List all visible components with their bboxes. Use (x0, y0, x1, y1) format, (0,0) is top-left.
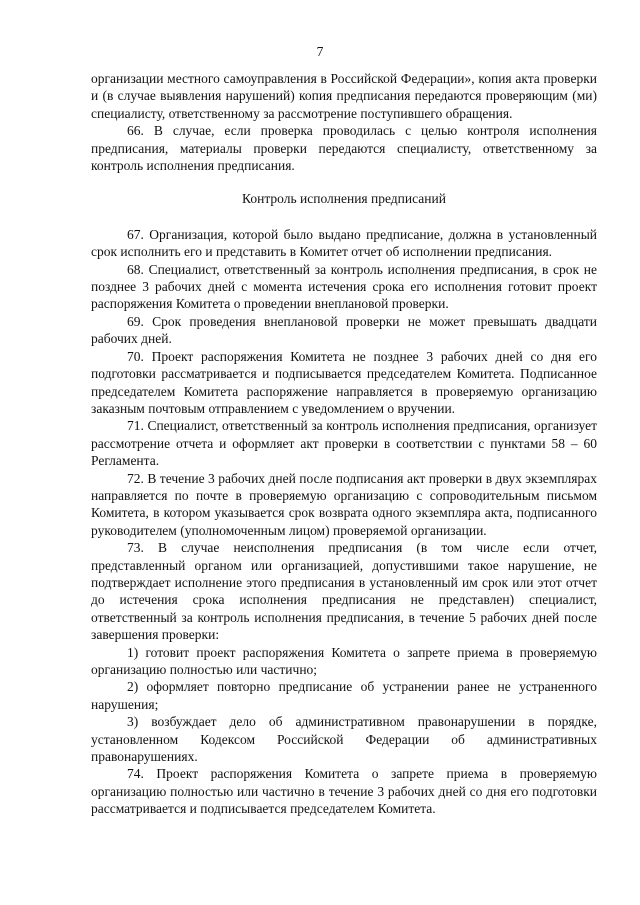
document-body (91, 70, 597, 818)
list-item: 3) возбуждает дело об административном правонарушении в порядке, установленном Кодексом Российской Федерации об административных правонарушениях. (91, 714, 597, 765)
paragraph: 72. В течение 3 рабочих дней после подписания акт проверки в двух экземплярах направляется по почте в проверяемую организацию с сопроводительным письмом Комитета, в котором указывается срок возврата одного экземпляра акта, подписанного руководителем (уполномоченным лицом) проверяемой организации. (91, 470, 597, 538)
section-heading: Контроль исполнения предписаний (242, 191, 446, 207)
paragraph: 69. Срок проведения внеплановой проверки не может превышать двадцати рабочих дней. (91, 313, 597, 347)
paragraph: 71. Специалист, ответственный за контроль исполнения предписания, организует рассмотрение отчета и оформляет акт проверки в соответствии с пунктами 58 – 60 Регламента. (91, 418, 597, 469)
paragraph: 73. В случае неисполнения предписания (в том числе если отчет, представленный органом или организацией, допустившими такое нарушение, не подтверждает исполнение этого предписания в установленный им срок или этот отчет до истечения срока исполнения предписания не представлен) специалист, ответственный за контроль исполнения предписания, в течение 5 рабочих дней после завершения проверки: (91, 540, 597, 643)
list-item: 1) готовит проект распоряжения Комитета о запрете приема в проверяемую организацию полностью или частично; (91, 644, 597, 677)
paragraph: 74. Проект распоряжения Комитета о запрете приема в проверяемую организацию полностью или частично в течение 3 рабочих дней со дня его подготовки рассматривается и подписывается председателем Комитета. (91, 766, 597, 817)
paragraph: 70. Проект распоряжения Комитета не позднее 3 рабочих дней со дня его подготовки рассматривается и подписывается председателем Комитета. Подписанное председателем Комитета распоряжение направляется в проверяемую организацию заказным почтовым отправлением с уведомлением о вручении. (91, 348, 597, 416)
list-item: 2) оформляет повторно предписание об устранении ранее не устраненного нарушения; (91, 679, 597, 712)
paragraph: организации местного самоуправления в Российской Федерации», копия акта проверки и (в случае выявления нарушений) копия предписания передаются проверяющим (ми) специалисту, ответственному за рассмотрение поступившего обращения. (91, 71, 597, 121)
paragraph: 67. Организация, которой было выдано предписание, должна в установленный срок исполнить его и представить в Комитет отчет об исполнении предписания. (91, 226, 597, 260)
page-number: 7 (316, 44, 324, 59)
paragraph: 66. В случае, если проверка проводилась с целью контроля исполнения предписания, материалы проверки передаются специалисту, ответственному за контроль исполнения предписания. (91, 123, 597, 174)
paragraph: 68. Специалист, ответственный за контроль исполнения предписания, в срок не позднее 3 рабочих дней с момента истечения срока его исполнения готовит проект распоряжения Комитета о проведении внеплановой проверки. (91, 261, 597, 312)
